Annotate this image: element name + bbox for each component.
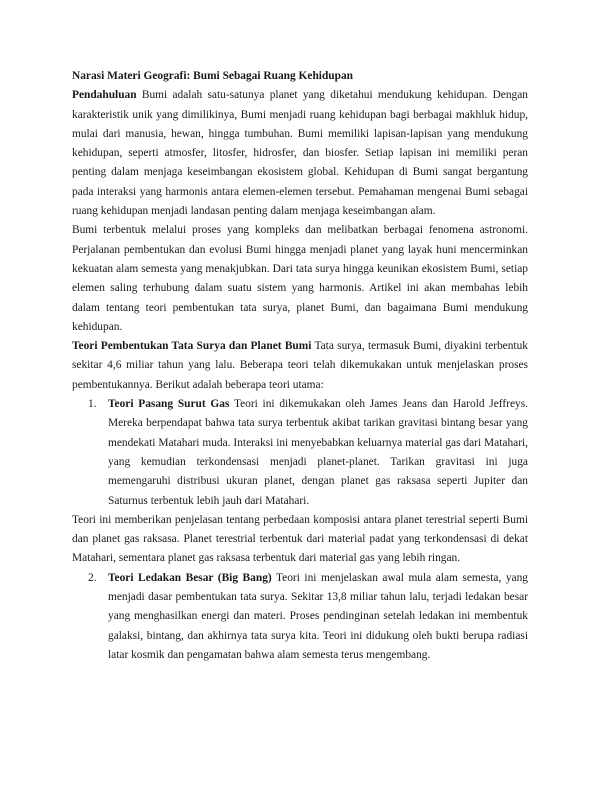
theory-list-2 xyxy=(72,569,528,665)
intro-text: Bumi adalah satu-satunya planet yang diketahui mendukung kehidupan. Dengan karakteristik unik yang dimilikinya, Bumi menjadi ruang kehidupan bagi berbagai makhluk hidup, mulai dari manusia, hewan, hingga tumbuhan. Bumi memiliki lapisan-lapisan yang mendukung kehidupan, seperti atmosfer, litosfer, hidrosfer, dan biosfer. Setiap lapisan ini memiliki peran penting dalam menjaga keseimbangan ekosistem global. Kehidupan di Bumi sangat bergantung pada interaksi yang harmonis antara elemen-elemen tersebut. Pemahaman mengenai Bumi sebagai ruang kehidupan menjadi landasan penting dalam menjaga keseimbangan alam. xyxy=(72,89,528,218)
section-heading: Teori Pembentukan Tata Surya dan Planet Bumi xyxy=(72,340,312,353)
section-text: Tata surya, termasuk Bumi, diyakini terbentuk sekitar 4,6 miliar tahun yang lalu. Beberapa teori telah dikemukakan untuk menjelaskan proses pembentukannya. Berikut adalah beberapa teori utama: xyxy=(72,340,528,391)
list-item-1 xyxy=(72,395,528,511)
intro-paragraph xyxy=(72,86,528,221)
item1-heading: Teori Pasang Surut Gas xyxy=(108,398,230,411)
list-number-1: 1. xyxy=(88,398,97,411)
intro-heading: Pendahuluan xyxy=(72,89,137,102)
section-paragraph xyxy=(72,337,528,395)
document-page xyxy=(72,67,528,665)
theory-list xyxy=(72,395,528,511)
list-number-2: 2. xyxy=(88,571,97,584)
paragraph-after-item1: Teori ini memberikan penjelasan tentang perbedaan komposisi antara planet terestrial seperti Bumi dan planet gas raksasa. Planet terestrial terbentuk dari material padat yang terkondensasi di dekat Matahari, sementara planet gas raksasa terbentuk dari material gas yang lebih ringan. xyxy=(72,513,528,565)
document-title: Narasi Materi Geografi: Bumi Sebagai Ruang Kehidupan xyxy=(72,70,353,82)
paragraph-formation: Bumi terbentuk melalui proses yang kompleks dan melibatkan berbagai fenomena astronomi. Perjalanan pembentukan dan evolusi Bumi hingga menjadi planet yang layak huni mencerminkan kekuatan alam semesta yang menakjubkan. Dari tata surya hingga keunikan ekosistem Bumi, setiap elemen saling terhubung dalam suatu sistem yang harmonis. Artikel ini akan membahas lebih dalam tentang teori pembentukan tata surya, planet Bumi, dan bagaimana Bumi mendukung kehidupan. xyxy=(72,224,528,333)
item2-text: Teori ini menjelaskan awal mula alam semesta, yang menjadi dasar pembentukan tata surya. Sekitar 13,8 miliar tahun lalu, terjadi ledakan besar yang menghasilkan energi dan materi. Proses pendinginan setelah ledakan ini membentuk galaksi, bintang, dan akhirnya tata surya kita. Teori ini didukung oleh bukti berupa radiasi latar kosmik dan pengamatan bahwa alam semesta terus mengembang. xyxy=(108,571,528,661)
item2-heading: Teori Ledakan Besar (Big Bang) xyxy=(108,571,272,584)
item1-text: Teori ini dikemukakan oleh James Jeans dan Harold Jeffreys. Mereka berpendapat bahwa tata surya terbentuk akibat tarikan gravitasi bintang besar yang mendekati Matahari muda. Interaksi ini menyebabkan keluarnya material gas dari Matahari, yang kemudian terkondensasi menjadi planet-planet. Tarikan gravitasi ini juga memengaruhi distribusi ukuran planet, dengan planet gas raksasa seperti Jupiter dan Saturnus terbentuk lebih jauh dari Matahari. xyxy=(108,398,529,507)
list-item-2 xyxy=(72,569,528,665)
